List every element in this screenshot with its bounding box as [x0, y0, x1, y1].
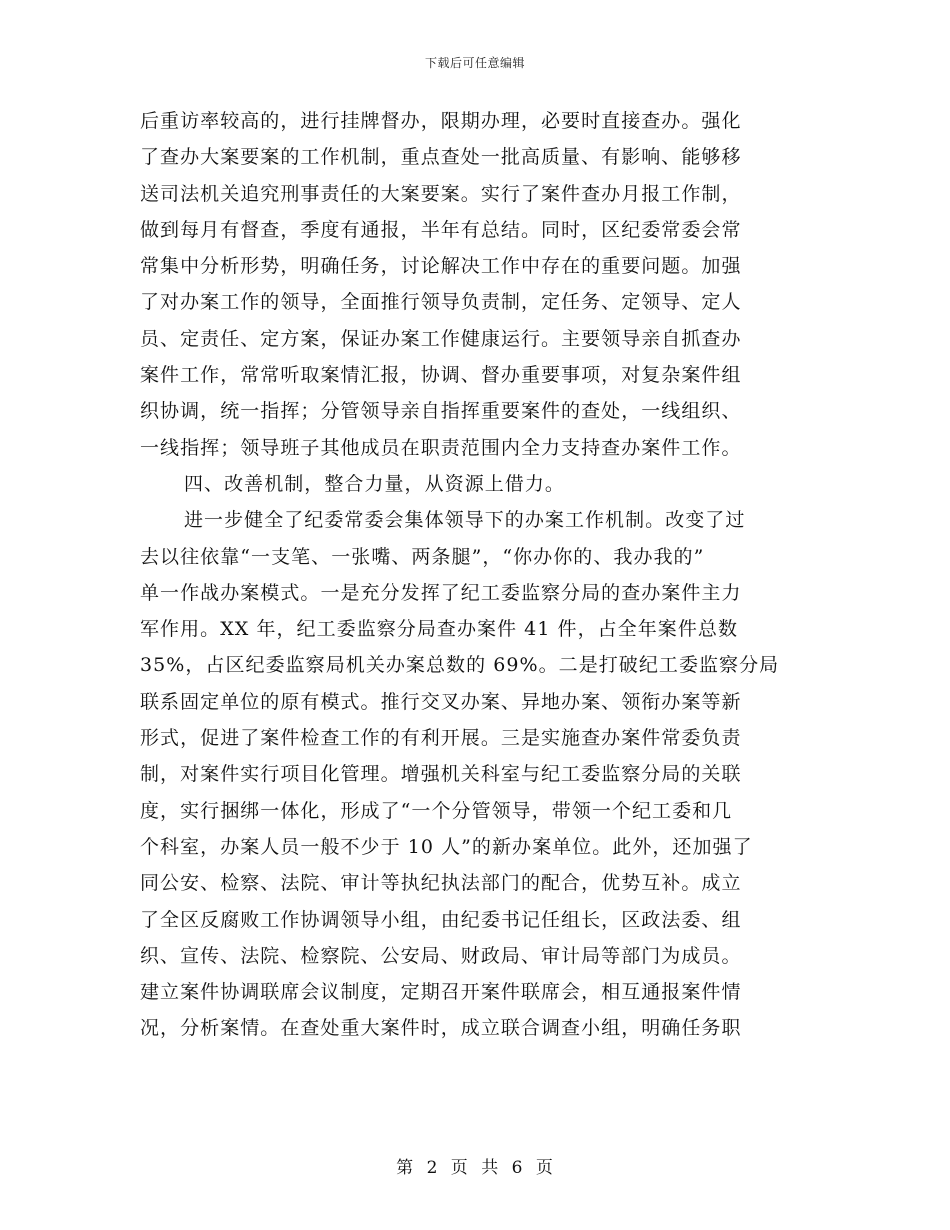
body-line: 送司法机关追究刑事责任的大案要案。实行了案件查办月报工作制，: [140, 182, 742, 205]
body-line: 个科室，办案人员一般不少于 10 人”的新办案单位。此外，还加强了: [140, 835, 753, 858]
body-line: 形式，促进了案件检查工作的有利开展。三是实施查办案件常委负责: [140, 727, 742, 750]
body-line: 单一作战办案模式。一是充分发挥了纪工委监察分局的查办案件主力: [140, 581, 742, 604]
body-line: 一线指挥；领导班子其他成员在职责范围内全力支持查办案件工作。: [140, 436, 742, 459]
body-line: 况，分析案情。在查处重大案件时，成立联合调查小组，明确任务职: [140, 1017, 742, 1040]
page-header: 下载后可任意编辑: [424, 56, 525, 70]
body-line: 35%，占区纪委监察局机关办案总数的 69%。二是打破纪工委监察分局: [140, 654, 780, 677]
body-line: 了查办大案要案的工作机制，重点查处一批高质量、有影响、能够移: [140, 146, 742, 169]
body-line: 建立案件协调联席会议制度，定期召开案件联席会，相互通报案件情: [140, 981, 742, 1004]
body-line: 度，实行捆绑一体化，形成了“一个分管领导，带领一个纪工委和几: [140, 799, 733, 822]
body-line: 去以往依靠“一支笔、一张嘴、两条腿”，“你办你的、我办我的”: [140, 545, 705, 568]
body-line: 了全区反腐败工作协调领导小组，由纪委书记任组长，区政法委、组: [140, 908, 742, 931]
body-line: 联系固定单位的原有模式。推行交叉办案、异地办案、领衔办案等新: [140, 690, 742, 713]
section-heading: 四、改善机制，整合力量，从资源上借力。: [184, 472, 565, 495]
body-line: 织、宣传、法院、检察院、公安局、财政局、审计局等部门为成员。: [140, 944, 742, 967]
document-body: [140, 103, 820, 1047]
body-line: 后重访率较高的，进行挂牌督办，限期办理，必要时直接查办。强化: [140, 110, 742, 132]
body-line: 制，对案件实行项目化管理。增强机关科室与纪工委监察分局的关联: [140, 763, 742, 786]
body-line: 军作用。XX 年，纪工委监察分局查办案件 41 件，占全年案件总数: [140, 618, 738, 641]
body-line: 常集中分析形势，明确任务，讨论解决工作中存在的重要问题。加强: [140, 255, 742, 278]
body-line: 进一步健全了纪委常委会集体领导下的办案工作机制。改变了过: [184, 509, 746, 532]
body-line: 员、定责任、定方案，保证办案工作健康运行。主要领导亲自抓查办: [140, 327, 742, 350]
body-line: 了对办案工作的领导，全面推行领导负责制，定任务、定领导、定人: [140, 291, 742, 314]
body-line: 案件工作，常常听取案情汇报，协调、督办重要事项，对复杂案件组: [140, 364, 742, 387]
body-line: 同公安、检察、法院、审计等执纪执法部门的配合，优势互补。成立: [140, 872, 742, 895]
page-number: 第 2 页 共 6 页: [396, 1158, 554, 1178]
body-line: 织协调，统一指挥；分管领导亲自指挥重要案件的查处，一线组织、: [140, 400, 742, 423]
body-line: 做到每月有督查，季度有通报，半年有总结。同时，区纪委常委会常: [140, 218, 742, 241]
